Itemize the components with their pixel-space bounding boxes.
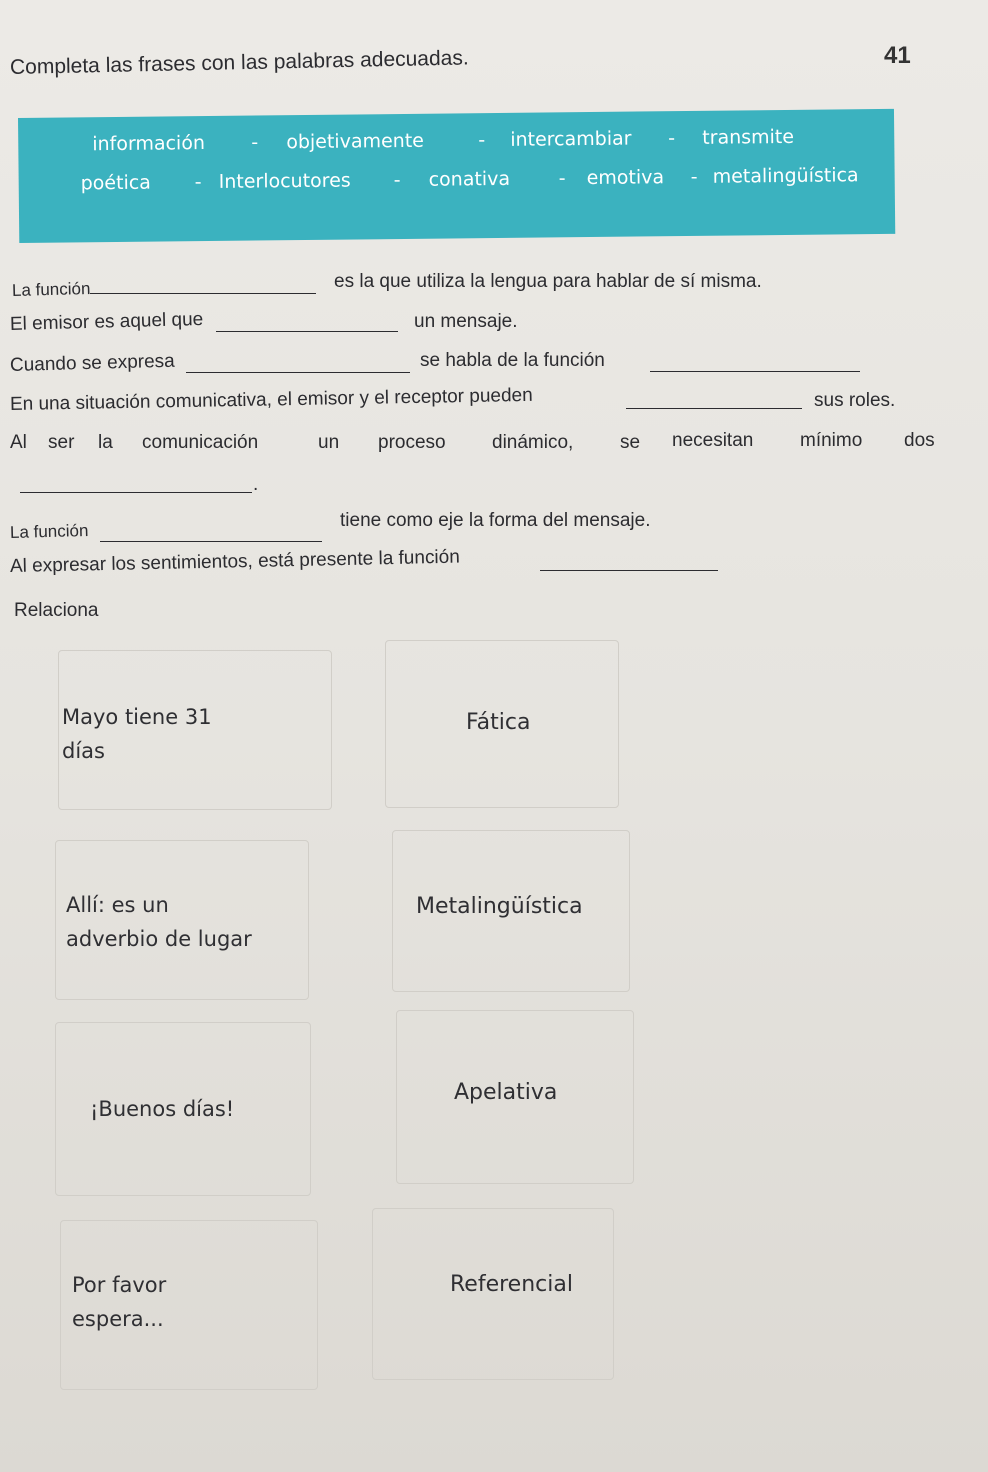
sentence-6-start: La función [9, 520, 89, 542]
sentence-7-start: Al expresar los sentimientos, está presente la función [9, 546, 461, 577]
match-right-item-4[interactable]: Referencial [450, 1272, 573, 1297]
sentence-2-end: un mensaje. [414, 311, 518, 332]
relaciona-title: Relaciona [14, 600, 99, 621]
sentence-2-blank[interactable] [216, 331, 398, 332]
sentence-5-blank[interactable] [20, 492, 252, 493]
word-bank-word: transmite [702, 125, 795, 149]
word-bank-word: intercambiar [510, 127, 632, 151]
match-right-item-2[interactable]: Metalingüística [416, 894, 583, 919]
sentence-1-end: es la que utiliza la lengua para hablar de sí misma. [334, 271, 762, 292]
word-bank-separator: - [194, 171, 202, 194]
sentence-3-start: Cuando se expresa [9, 350, 175, 376]
sentence-4-end: sus roles. [814, 390, 896, 411]
sentence-5-word: Al [10, 432, 27, 453]
word-bank-word: poética [80, 171, 152, 195]
sentence-3-middle: se habla de la función [420, 350, 605, 371]
match-right-item-1[interactable]: Fática [466, 710, 531, 735]
word-bank-separator: - [478, 129, 486, 152]
match-left-item-4[interactable]: Por favor espera... [72, 1273, 167, 1331]
instruction-text: Completa las frases con las palabras adecuadas. [9, 46, 469, 79]
word-bank [18, 109, 895, 243]
word-bank-separator: - [251, 131, 259, 154]
word-bank-separator: - [690, 165, 698, 188]
sentence-3-blank-1[interactable] [186, 372, 410, 373]
sentence-4-start: En una situación comunicativa, el emisor y el receptor pueden [9, 384, 533, 415]
sentence-6-blank[interactable] [100, 541, 322, 542]
sentence-5-word: dos [904, 430, 935, 451]
word-bank-word: conativa [428, 167, 511, 191]
sentence-5-word: se [620, 432, 641, 453]
sentence-7-blank[interactable] [540, 570, 718, 571]
sentence-6-end: tiene como eje la forma del mensaje. [340, 510, 651, 531]
word-bank-word: metalingüística [712, 164, 859, 188]
word-bank-separator: - [393, 168, 401, 192]
word-bank-word: objetivamente [286, 129, 425, 154]
sentence-2-start: El emisor es aquel que [9, 308, 204, 335]
match-right-item-3[interactable]: Apelativa [454, 1080, 558, 1105]
sentence-5-word: comunicación [142, 432, 259, 453]
word-bank-word: emotiva [586, 166, 665, 190]
word-bank-word: información [92, 132, 206, 156]
match-left-item-1[interactable]: Mayo tiene 31 días [62, 705, 212, 763]
sentence-1-start: La función [11, 278, 91, 300]
sentence-5-word: ser [48, 432, 75, 453]
sentence-5-word: mínimo [800, 430, 863, 451]
word-bank-separator: - [558, 167, 566, 190]
sentence-1-blank[interactable] [90, 293, 316, 294]
sentence-5-word: un [318, 432, 340, 453]
sentence-5-word: necesitan [672, 430, 754, 451]
sentence-5-word: proceso [378, 432, 446, 453]
sentence-5-period: . [253, 474, 259, 495]
word-bank-separator: - [668, 127, 676, 150]
sentence-3-blank-2[interactable] [650, 371, 860, 372]
word-bank-row-1 [18, 125, 894, 156]
page-number: 41 [884, 42, 911, 69]
sentence-5-word: dinámico, [492, 432, 574, 453]
sentence-4-blank[interactable] [626, 408, 802, 409]
word-bank-row-2 [19, 164, 895, 195]
match-left-item-2[interactable]: Allí: es un adverbio de lugar [66, 893, 252, 951]
match-left-item-3[interactable]: ¡Buenos días! [90, 1097, 235, 1121]
word-bank-word: Interlocutores [218, 169, 351, 193]
sentence-5-word: la [98, 432, 113, 453]
